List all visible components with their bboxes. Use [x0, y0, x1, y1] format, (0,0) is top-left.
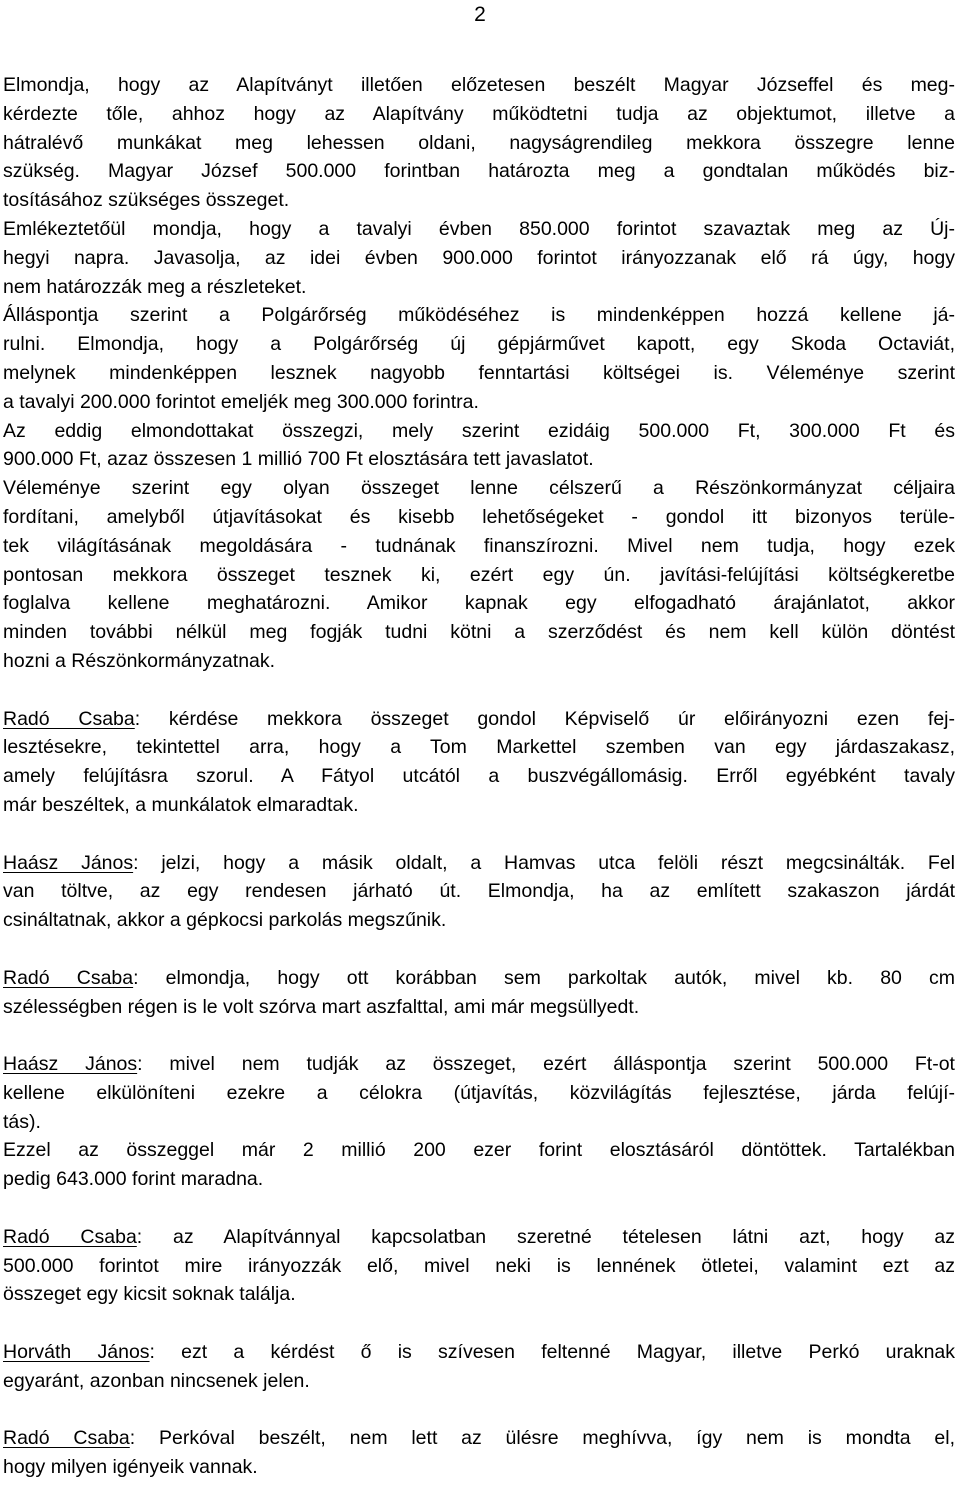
text-line: Az eddig elmondottakat összegzi, mely szerint ezidáig 500.000 Ft, 300.000 Ft és	[3, 419, 955, 442]
body-paragraph	[3, 71, 955, 676]
speaker-paragraph	[3, 849, 955, 935]
document-body	[3, 71, 955, 1482]
text-line: Véleménye szerint egy olyan összeget lenne célszerű a Részönkormányzat céljaira	[3, 477, 955, 500]
page-number: 2	[474, 3, 486, 26]
text-line: Álláspontja szerint a Polgárőrség működéséhez is mindenképpen hozzá kellene já-	[3, 304, 955, 327]
text-line: egyaránt, azonban nincsenek jelen.	[3, 1369, 310, 1392]
line-text: : jelzi, hogy a másik oldalt, a Hamvas utca felöli részt megcsinálták. Fel	[133, 851, 955, 874]
text-line: szükség. Magyar József 500.000 forintban határozta meg a gondtalan működés biz-	[3, 160, 955, 183]
line-text: : mivel nem tudják az összeget, ezért álláspontja szerint 500.000 Ft-ot	[137, 1053, 955, 1076]
text-line: szélességben régen is le volt szórva mart aszfalttal, ami már megsüllyedt.	[3, 995, 640, 1018]
text-line: Emlékeztetőül mondja, hogy a tavalyi évben 850.000 forintot szavaztak meg az Új-	[3, 217, 955, 240]
text-line: már beszéltek, a munkálatok elmaradtak.	[3, 793, 359, 816]
text-line	[3, 849, 955, 878]
text-line	[3, 705, 955, 734]
line-text: : az Alapítvánnyal kapcsolatban szeretné tételesen látni azt, hogy az	[136, 1225, 955, 1248]
text-line: van töltve, az egy rendesen járható út. Elmondja, ha az említett szakaszon járdát	[3, 880, 955, 903]
speaker-name: Radó Csaba	[3, 707, 135, 730]
text-line	[3, 1338, 955, 1367]
text-line: hegyi napra. Javasolja, az idei évben 900.000 forintot irányozzanak elő rá úgy, hogy	[3, 246, 955, 269]
speaker-paragraph	[3, 1050, 955, 1194]
text-line: minden további nélkül meg fogják tudni kötni a szerződést és nem kell külön döntést	[3, 621, 955, 644]
text-line: hozni a Részönkormányzatnak.	[3, 649, 276, 672]
text-line: kérdezte tőle, ahhoz hogy az Alapítvány működtetni tudja az objektumot, illetve a	[3, 102, 955, 125]
speaker-paragraph	[3, 964, 955, 1022]
text-line: Elmondja, hogy az Alapítványt illetően előzetesen beszélt Magyar Józseffel és meg-	[3, 74, 955, 96]
text-line: nem határozzák meg a részleteket.	[3, 275, 307, 298]
speaker-paragraph	[3, 1338, 955, 1396]
text-line	[3, 1050, 955, 1079]
speaker-name: Haász János	[3, 851, 134, 874]
line-text: : kérdése mekkora összeget gondol Képviselő úr előirányozni ezen fej-	[134, 707, 955, 730]
speaker-name: Haász János	[3, 1053, 138, 1076]
speaker-name: Radó Csaba	[3, 966, 134, 989]
text-line	[3, 1424, 955, 1453]
text-line: csináltatnak, akkor a gépkocsi parkolás megszűnik.	[3, 909, 447, 932]
speaker-paragraph	[3, 705, 955, 820]
text-line: tek világításának megoldására - tudnának finanszírozni. Mivel nem tudja, hogy ezek	[3, 534, 955, 557]
line-text: : elmondja, hogy ott korábban sem parkoltak autók, mivel kb. 80 cm	[133, 966, 955, 989]
text-line: foglalva kellene meghatározni. Amikor kapnak egy elfogadható árajánlatot, akkor	[3, 592, 955, 615]
text-line: 900.000 Ft, azaz összesen 1 millió 700 Ft elosztására tett javaslatot.	[3, 448, 594, 471]
speaker-name: Radó Csaba	[3, 1427, 130, 1450]
text-line: összeget egy kicsit soknak találja.	[3, 1283, 296, 1306]
text-line: Ezzel az összeggel már 2 millió 200 ezer forint elosztásáról döntöttek. Tartalékban	[3, 1139, 955, 1162]
text-line: pedig 643.000 forint maradna.	[3, 1168, 264, 1191]
text-line: a tavalyi 200.000 forintot emeljék meg 300.000 forintra.	[3, 390, 479, 413]
text-line	[3, 964, 955, 993]
text-line: kellene elkülöníteni ezekre a célokra (útjavítás, közvilágítás fejlesztése, járda felújí-	[3, 1081, 955, 1104]
text-line: tás).	[3, 1110, 41, 1133]
text-line: melynek mindenképpen lesznek nagyobb fenntartási költségei is. Véleménye szerint	[3, 361, 955, 384]
text-line	[3, 1223, 955, 1252]
line-text: : Perkóval beszélt, nem lett az ülésre meghívva, így nem is mondta el,	[129, 1427, 955, 1450]
text-line: rulni. Elmondja, hogy a Polgárőrség új gépjárművet kapott, egy Skoda Octaviát,	[3, 333, 955, 356]
line-text: : ezt a kérdést ő is szívesen feltenné Magyar, illetve Perkó uraknak	[149, 1341, 955, 1364]
text-line: 500.000 forintot mire irányozzák elő, mivel neki is lennének ötletei, valamint ezt az	[3, 1254, 955, 1277]
speaker-name: Horváth János	[3, 1341, 150, 1364]
speaker-paragraph	[3, 1223, 955, 1309]
text-line: tosításához szükséges összeget.	[3, 189, 290, 212]
speaker-paragraph	[3, 1424, 955, 1482]
text-line: hátralévő munkákat meg lehessen oldani, nagyságrendileg mekkora összegre lenne	[3, 131, 955, 154]
text-line: pontosan mekkora összeget tesznek ki, ezért egy ún. javítási-felújítási költségkeretbe	[3, 563, 955, 586]
text-line: hogy milyen igényeik vannak.	[3, 1456, 258, 1479]
text-line: fordítani, amelyből útjavításokat és kisebb lehetőségeket - gondol itt bizonyos terüle-	[3, 505, 955, 528]
text-line: amely felújításra szorul. A Fátyol utcától a buszvégállomásig. Erről egyébként tavaly	[3, 765, 955, 788]
speaker-name: Radó Csaba	[3, 1225, 137, 1248]
text-line: lesztésekre, tekintettel arra, hogy a Tom Markettel szemben van egy járdaszakasz,	[3, 736, 955, 759]
